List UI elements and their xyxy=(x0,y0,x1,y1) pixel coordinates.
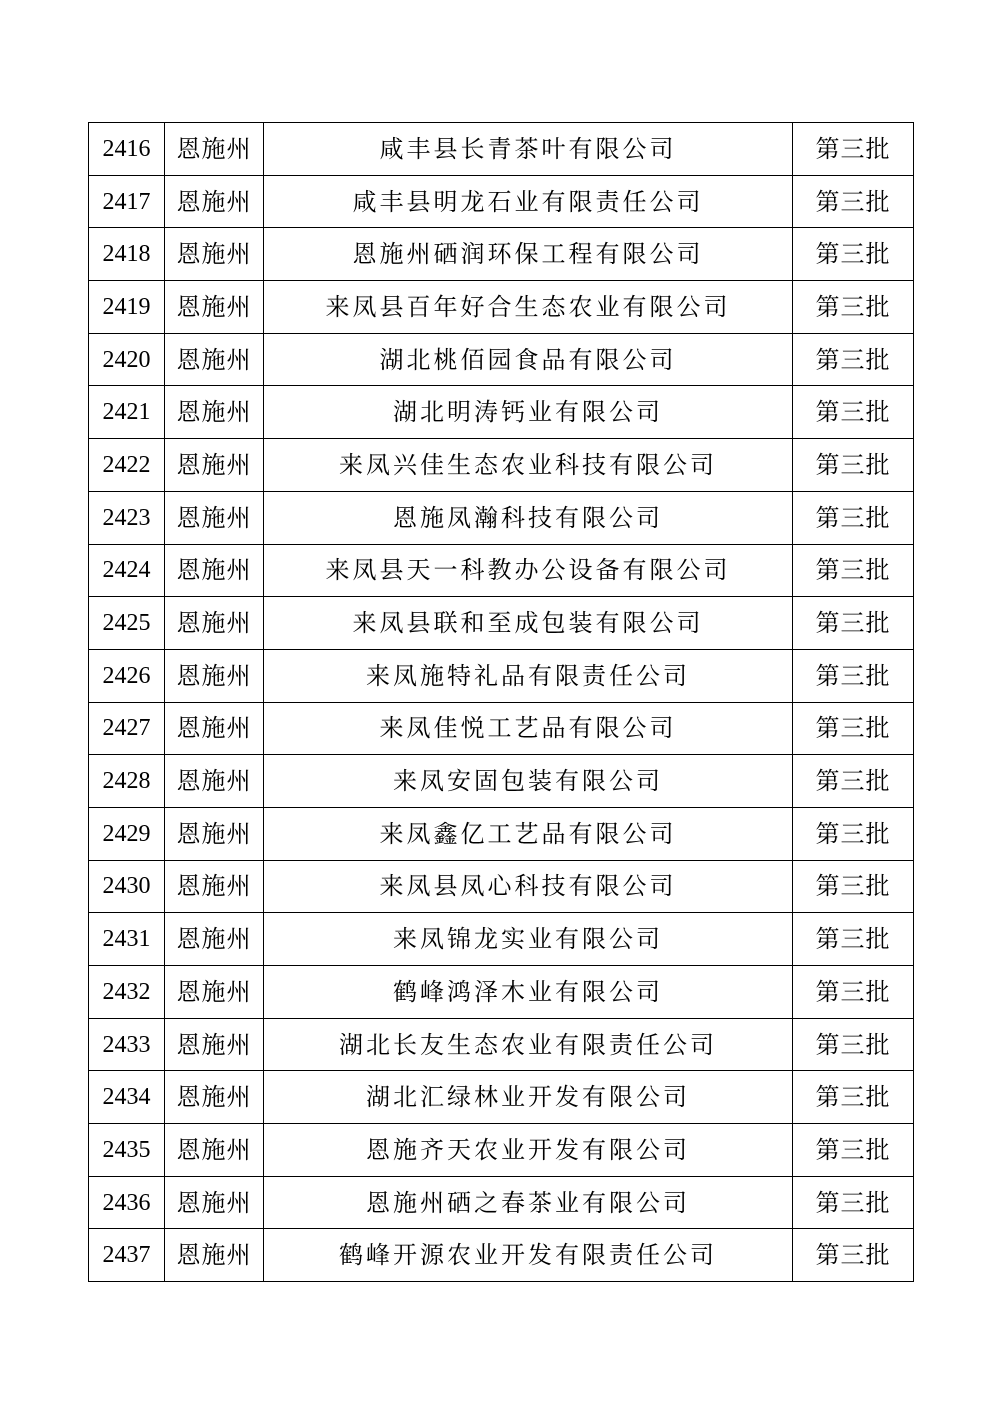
batch-cell: 第三批 xyxy=(793,491,914,544)
region-cell: 恩施州 xyxy=(165,544,264,597)
batch-cell: 第三批 xyxy=(793,544,914,597)
batch-cell: 第三批 xyxy=(793,281,914,334)
region-cell: 恩施州 xyxy=(165,1229,264,1282)
table-row xyxy=(89,913,914,966)
row-number-cell: 2433 xyxy=(89,1018,165,1071)
batch-cell: 第三批 xyxy=(793,913,914,966)
region-cell: 恩施州 xyxy=(165,333,264,386)
table-row xyxy=(89,1018,914,1071)
region-cell: 恩施州 xyxy=(165,807,264,860)
company-name-cell: 来凤施特礼品有限责任公司 xyxy=(264,649,793,702)
batch-cell: 第三批 xyxy=(793,123,914,176)
company-list-table xyxy=(88,122,914,1282)
batch-cell: 第三批 xyxy=(793,1018,914,1071)
row-number-cell: 2417 xyxy=(89,175,165,228)
batch-cell: 第三批 xyxy=(793,1229,914,1282)
company-name-cell: 来凤县凤心科技有限公司 xyxy=(264,860,793,913)
batch-cell: 第三批 xyxy=(793,755,914,808)
company-name-cell: 湖北汇绿林业开发有限公司 xyxy=(264,1071,793,1124)
row-number-cell: 2426 xyxy=(89,649,165,702)
row-number-cell: 2418 xyxy=(89,228,165,281)
company-name-cell: 恩施州硒之春茶业有限公司 xyxy=(264,1176,793,1229)
row-number-cell: 2430 xyxy=(89,860,165,913)
table-row xyxy=(89,1071,914,1124)
batch-cell: 第三批 xyxy=(793,439,914,492)
row-number-cell: 2435 xyxy=(89,1124,165,1177)
company-name-cell: 来凤安固包装有限公司 xyxy=(264,755,793,808)
company-name-cell: 来凤兴佳生态农业科技有限公司 xyxy=(264,439,793,492)
row-number-cell: 2431 xyxy=(89,913,165,966)
company-name-cell: 来凤县百年好合生态农业有限公司 xyxy=(264,281,793,334)
row-number-cell: 2416 xyxy=(89,123,165,176)
batch-cell: 第三批 xyxy=(793,175,914,228)
region-cell: 恩施州 xyxy=(165,649,264,702)
batch-cell: 第三批 xyxy=(793,1176,914,1229)
region-cell: 恩施州 xyxy=(165,702,264,755)
region-cell: 恩施州 xyxy=(165,281,264,334)
table-row xyxy=(89,597,914,650)
row-number-cell: 2432 xyxy=(89,966,165,1019)
batch-cell: 第三批 xyxy=(793,702,914,755)
company-name-cell: 来凤鑫亿工艺品有限公司 xyxy=(264,807,793,860)
row-number-cell: 2425 xyxy=(89,597,165,650)
company-name-cell: 恩施州硒润环保工程有限公司 xyxy=(264,228,793,281)
region-cell: 恩施州 xyxy=(165,175,264,228)
row-number-cell: 2436 xyxy=(89,1176,165,1229)
region-cell: 恩施州 xyxy=(165,228,264,281)
region-cell: 恩施州 xyxy=(165,860,264,913)
company-name-cell: 来凤佳悦工艺品有限公司 xyxy=(264,702,793,755)
row-number-cell: 2427 xyxy=(89,702,165,755)
region-cell: 恩施州 xyxy=(165,1176,264,1229)
table-row xyxy=(89,333,914,386)
batch-cell: 第三批 xyxy=(793,807,914,860)
row-number-cell: 2422 xyxy=(89,439,165,492)
table-row xyxy=(89,175,914,228)
row-number-cell: 2419 xyxy=(89,281,165,334)
table-row xyxy=(89,281,914,334)
table-row xyxy=(89,807,914,860)
batch-cell: 第三批 xyxy=(793,597,914,650)
company-name-cell: 咸丰县明龙石业有限责任公司 xyxy=(264,175,793,228)
table-row xyxy=(89,649,914,702)
region-cell: 恩施州 xyxy=(165,755,264,808)
table-row xyxy=(89,1124,914,1177)
batch-cell: 第三批 xyxy=(793,228,914,281)
table-row xyxy=(89,491,914,544)
batch-cell: 第三批 xyxy=(793,333,914,386)
row-number-cell: 2434 xyxy=(89,1071,165,1124)
table-body xyxy=(89,123,914,1282)
document-page xyxy=(88,122,913,1282)
region-cell: 恩施州 xyxy=(165,123,264,176)
region-cell: 恩施州 xyxy=(165,1124,264,1177)
row-number-cell: 2423 xyxy=(89,491,165,544)
table-row xyxy=(89,386,914,439)
batch-cell: 第三批 xyxy=(793,386,914,439)
table-row xyxy=(89,966,914,1019)
row-number-cell: 2424 xyxy=(89,544,165,597)
row-number-cell: 2420 xyxy=(89,333,165,386)
table-row xyxy=(89,755,914,808)
table-row xyxy=(89,860,914,913)
batch-cell: 第三批 xyxy=(793,1124,914,1177)
company-name-cell: 湖北桃佰园食品有限公司 xyxy=(264,333,793,386)
region-cell: 恩施州 xyxy=(165,1018,264,1071)
batch-cell: 第三批 xyxy=(793,649,914,702)
company-name-cell: 鹤峰开源农业开发有限责任公司 xyxy=(264,1229,793,1282)
table-row xyxy=(89,228,914,281)
company-name-cell: 来凤锦龙实业有限公司 xyxy=(264,913,793,966)
region-cell: 恩施州 xyxy=(165,966,264,1019)
company-name-cell: 恩施齐天农业开发有限公司 xyxy=(264,1124,793,1177)
company-name-cell: 鹤峰鸿泽木业有限公司 xyxy=(264,966,793,1019)
company-name-cell: 恩施凤瀚科技有限公司 xyxy=(264,491,793,544)
batch-cell: 第三批 xyxy=(793,1071,914,1124)
table-row xyxy=(89,439,914,492)
table-row xyxy=(89,544,914,597)
company-name-cell: 咸丰县长青茶叶有限公司 xyxy=(264,123,793,176)
region-cell: 恩施州 xyxy=(165,439,264,492)
table-row xyxy=(89,123,914,176)
row-number-cell: 2437 xyxy=(89,1229,165,1282)
row-number-cell: 2429 xyxy=(89,807,165,860)
row-number-cell: 2421 xyxy=(89,386,165,439)
company-name-cell: 来凤县天一科教办公设备有限公司 xyxy=(264,544,793,597)
region-cell: 恩施州 xyxy=(165,597,264,650)
company-name-cell: 湖北明涛钙业有限公司 xyxy=(264,386,793,439)
row-number-cell: 2428 xyxy=(89,755,165,808)
batch-cell: 第三批 xyxy=(793,860,914,913)
table-row xyxy=(89,1229,914,1282)
company-name-cell: 湖北长友生态农业有限责任公司 xyxy=(264,1018,793,1071)
region-cell: 恩施州 xyxy=(165,1071,264,1124)
batch-cell: 第三批 xyxy=(793,966,914,1019)
company-name-cell: 来凤县联和至成包装有限公司 xyxy=(264,597,793,650)
region-cell: 恩施州 xyxy=(165,386,264,439)
region-cell: 恩施州 xyxy=(165,491,264,544)
region-cell: 恩施州 xyxy=(165,913,264,966)
table-row xyxy=(89,702,914,755)
table-row xyxy=(89,1176,914,1229)
